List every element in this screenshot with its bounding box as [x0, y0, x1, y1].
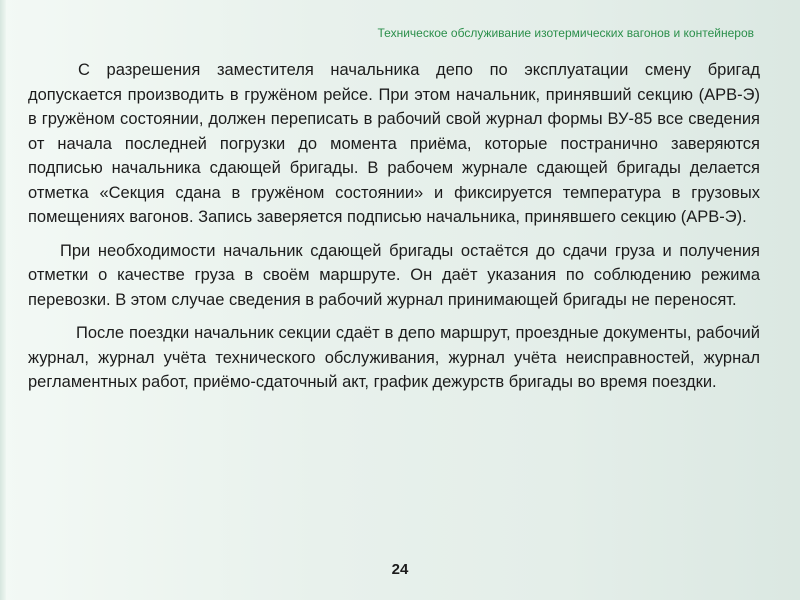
paragraph-2: При необходимости начальник сдающей бригады остаётся до сдачи груза и получения отметки о качестве груза в своём маршруте. Он даёт указания по соблюдению режима перевозки. В этом случае сведения в рабочий журнал принимающей бригады не переносят.	[28, 241, 760, 309]
slide-header-title: Техническое обслуживание изотермических вагонов и контейнеров	[377, 26, 754, 40]
paragraph-1: С разрешения заместителя начальника депо по эксплуатации смену бригад допускается производить в гружёном рейсе. При этом начальник, принявший секцию (АРВ-Э) в гружёном состоянии, должен переписать в рабочий свой журнал формы ВУ-85 все сведения от начала последней погрузки до момента приёма, которые постранично заверяются подписью начальника сдающей бригады. В рабочем журнале сдающей бригады делается отметка «Секция сдана в гружёном состоянии» и фиксируется температура в грузовых помещениях вагонов. Запись заверяется подписью начальника, принявшего секцию (АРВ-Э).	[28, 61, 760, 226]
slide-body	[28, 58, 760, 395]
paragraph-3: После поездки начальник секции сдаёт в депо маршрут, проездные документы, рабочий журнал, журнал учёта технического обслуживания, журнал учёта неисправностей, журнал регламентных работ, приёмо-сдаточный акт, график дежурств бригады во время поездки.	[28, 324, 760, 391]
page-number: 24	[391, 561, 409, 578]
left-decorative-strip	[0, 0, 6, 600]
